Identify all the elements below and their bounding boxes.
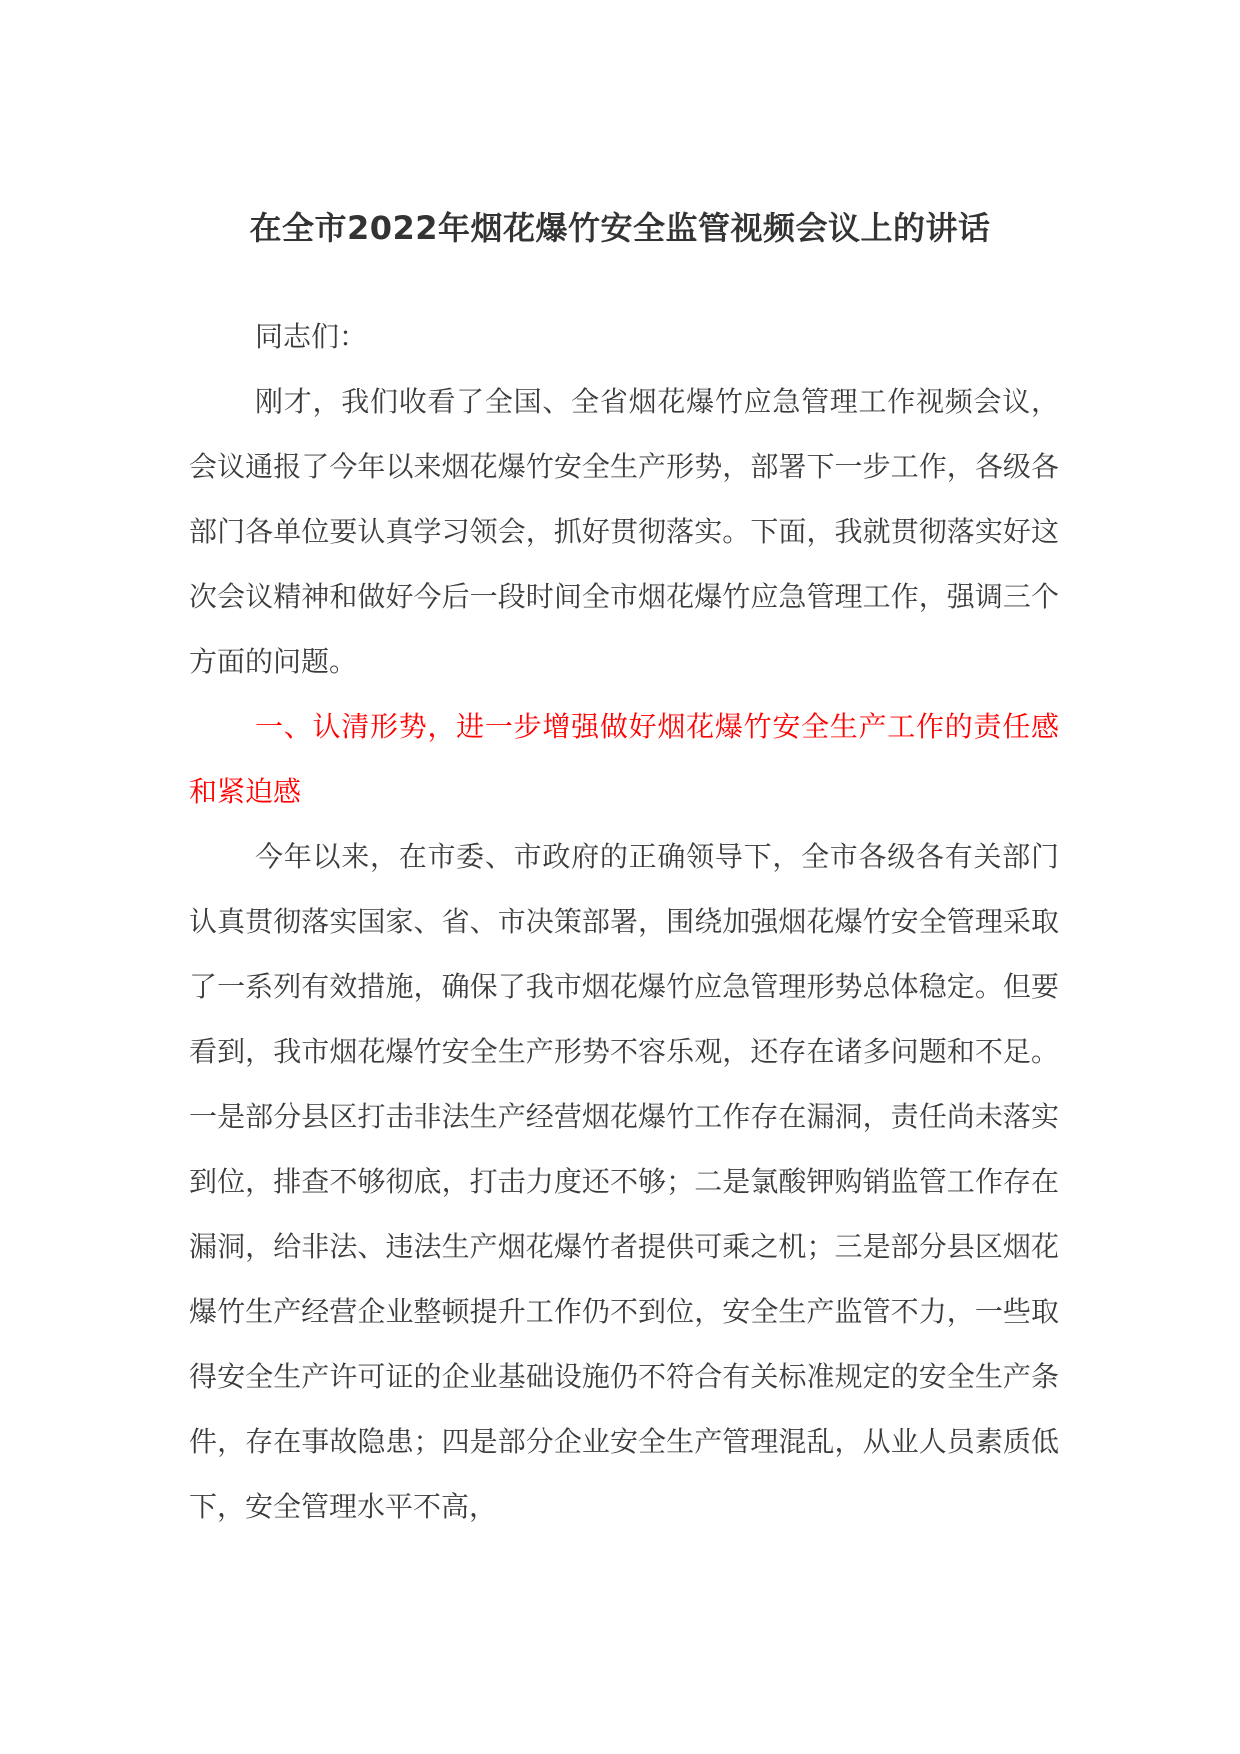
intro-paragraph: 刚才，我们收看了全国、全省烟花爆竹应急管理工作视频会议，会议通报了今年以来烟花爆竹安全生产形势，部署下一步工作，各级各部门各单位要认真学习领会，抓好贯彻落实。下面，我就贯彻落实好这次会议精神和做好今后一段时间全市烟花爆竹应急管理工作，强调三个方面的问题。 (189, 385, 1059, 678)
salutation: 同志们： (255, 320, 368, 353)
document-title: 在全市2022年烟花爆竹安全监管视频会议上的讲话 (249, 209, 991, 247)
document-body (189, 304, 1059, 1539)
section-heading: 一、认清形势，进一步增强做好烟花爆竹安全生产工作的责任感和紧迫感 (189, 710, 1059, 808)
section-paragraph: 今年以来，在市委、市政府的正确领导下，全市各级各有关部门认真贯彻落实国家、省、市决策部署，围绕加强烟花爆竹安全管理采取了一系列有效措施，确保了我市烟花爆竹应急管理形势总体稳定。但要看到，我市烟花爆竹安全生产形势不容乐观，还存在诸多问题和不足。一是部分县区打击非法生产经营烟花爆竹工作存在漏洞，责任尚未落实到位，排查不够彻底，打击力度还不够；二是氯酸钾购销监管工作存在漏洞，给非法、违法生产烟花爆竹者提供可乘之机；三是部分县区烟花爆竹生产经营企业整顿提升工作仍不到位，安全生产监管不力，一些取得安全生产许可证的企业基础设施仍不符合有关标准规定的安全生产条件，存在事故隐患；四是部分企业安全生产管理混乱，从业人员素质低下，安全管理水平不高， (189, 840, 1059, 1523)
